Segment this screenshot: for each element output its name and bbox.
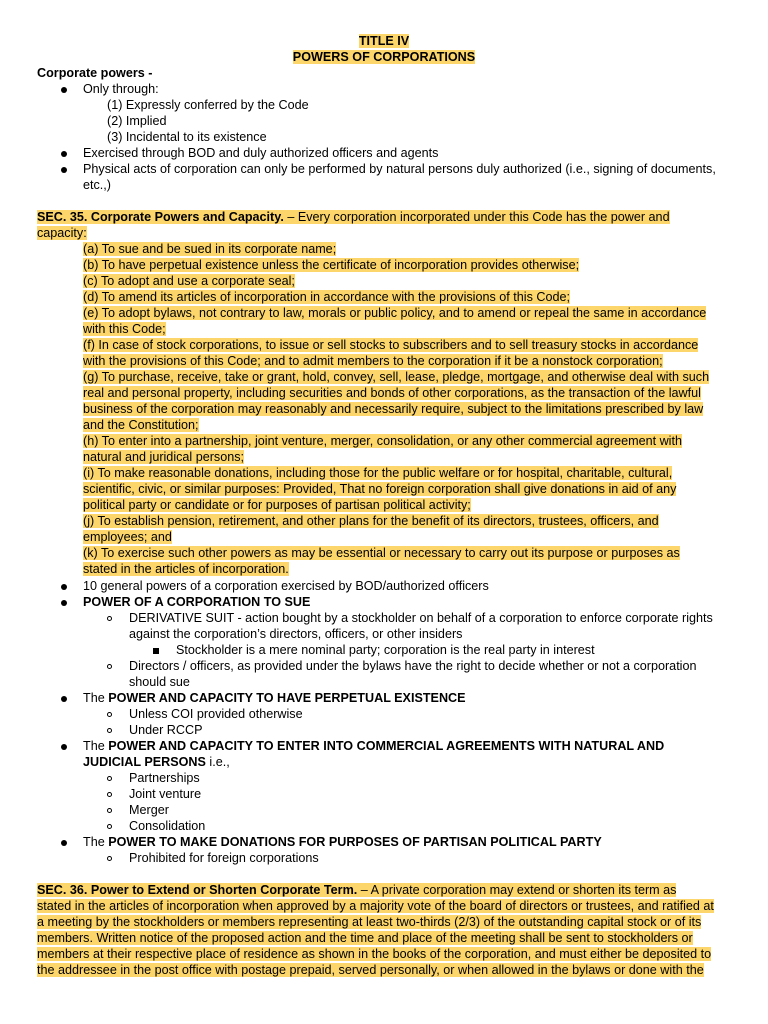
sec35-clause-line: political party or candidate or for purposes of partisan political activity; [83, 498, 471, 512]
sec36-heading: SEC. 36. Power to Extend or Shorten Corporate Term. [37, 883, 358, 897]
list-item: Unless COI provided otherwise [129, 707, 303, 721]
circle-bullet [107, 792, 112, 797]
sec36-body-line: stated in the articles of incorporation when approved by a majority vote of the board of directors or trustees, and ratified at [37, 899, 714, 913]
donations-item: The POWER TO MAKE DONATIONS FOR PURPOSES OF PARTISAN POLITICAL PARTY [83, 835, 602, 849]
sec35-clause-line: natural and juridical persons; [83, 450, 245, 464]
commercial-item-line-1: The POWER AND CAPACITY TO ENTER INTO COMMERCIAL AGREEMENTS WITH NATURAL AND [83, 739, 665, 753]
sec35-clause-line: (k) To exercise such other powers as may be essential or necessary to carry out its purpose or purposes as [83, 546, 680, 560]
circle-bullet [107, 728, 112, 733]
sec35-clause-line: (f) In case of stock corporations, to issue or sell stocks to subscribers and to sell treasury stocks in accordance [83, 338, 699, 352]
bullet [61, 584, 67, 590]
donations-sub: Prohibited for foreign corporations [129, 851, 319, 865]
title-line-1: TITLE IV [358, 34, 410, 48]
bullet [61, 744, 67, 750]
sec35-intro-line-2: capacity: [37, 226, 87, 240]
list-item: (1) Expressly conferred by the Code [107, 98, 309, 112]
sec35-clause-line: (c) To adopt and use a corporate seal; [83, 274, 295, 288]
sec35-heading: SEC. 35. Corporate Powers and Capacity. [37, 210, 284, 224]
square-bullet [153, 648, 159, 654]
physical-acts-line-1: Physical acts of corporation can only be performed by natural persons duly authorized (i.e., signing of documents, [83, 162, 716, 176]
sec35-clause-line: employees; and [83, 530, 172, 544]
sec35-clause-line: (h) To enter into a partnership, joint venture, merger, consolidation, or any other commercial agreement with [83, 434, 682, 448]
sec36-body-line: members at their respective place of residence as shown in the books of the corporation, and must either be deposited to [37, 947, 712, 961]
circle-bullet [107, 776, 112, 781]
bullet [61, 696, 67, 702]
ten-general-powers: 10 general powers of a corporation exercised by BOD/authorized officers [83, 579, 489, 593]
sec35-clause-line: (e) To adopt bylaws, not contrary to law, morals or public policy, and to amend or repeal the same in accordance [83, 306, 707, 320]
sec35-clause-line: (g) To purchase, receive, take or grant, hold, convey, sell, lease, pledge, mortgage, and otherwise deal with such [83, 370, 710, 384]
sec35-clause-line: with the provisions of this Code; and to admit members to the corporation if it be a nonstock corporation; [83, 354, 663, 368]
sec35-clause-line: (i) To make reasonable donations, including those for the public welfare or for hospital, charitable, cultural, [83, 466, 673, 480]
sec35-clause-line: with this Code; [83, 322, 166, 336]
bullet [61, 840, 67, 846]
bullet [61, 151, 67, 157]
list-item: Joint venture [129, 787, 202, 801]
list-item: (2) Implied [107, 114, 167, 128]
sec35-clause-line: (a) To sue and be sued in its corporate name; [83, 242, 337, 256]
donations-heading: POWER TO MAKE DONATIONS FOR PURPOSES OF PARTISAN POLITICAL PARTY [108, 835, 602, 849]
circle-bullet [107, 616, 112, 621]
sec35-clause-line: business of the corporation may reasonably and necessarily require, subject to the limitations prescribed by law [83, 402, 704, 416]
bullet [61, 600, 67, 606]
sec36-body-line: the addressee in the post office with postage prepaid, served personally, or when allowed in the bylaws or done with the [37, 963, 704, 977]
perpetual-heading: POWER AND CAPACITY TO HAVE PERPETUAL EXISTENCE [108, 691, 466, 705]
commercial-item-line-2: JUDICIAL PERSONS i.e., [83, 755, 230, 769]
directors-line-2: should sue [129, 675, 190, 689]
circle-bullet [107, 824, 112, 829]
list-item: (3) Incidental to its existence [107, 130, 267, 144]
sec36-body-line: a meeting by the stockholders or members representing at least two-thirds (2/3) of the outstanding capital stock or of its [37, 915, 702, 929]
sec36-line-1: SEC. 36. Power to Extend or Shorten Corporate Term. – A private corporation may extend or shorten its term as [37, 883, 677, 897]
directors-line-1: Directors / officers, as provided under the bylaws have the right to decide whether or not a corporation [129, 659, 697, 673]
derivative-line-1: DERIVATIVE SUIT - action bought by a stockholder on behalf of a corporation to enforce corporate rights [129, 611, 713, 625]
sec35-clause-line: and the Constitution; [83, 418, 199, 432]
title-line-2: POWERS OF CORPORATIONS [292, 50, 476, 64]
corporate-powers-heading: Corporate powers - [37, 66, 153, 80]
sec35-clause-line: real and personal property, including securities and bonds of other corporations, as the transaction of the lawful [83, 386, 701, 400]
sec36-body-line: members. Written notice of the proposed action and the time and place of the meeting shall be sent to stockholders or [37, 931, 693, 945]
only-through: Only through: [83, 82, 159, 96]
circle-bullet [107, 712, 112, 717]
stockholder-note: Stockholder is a mere nominal party; corporation is the real party in interest [176, 643, 595, 657]
list-item: Partnerships [129, 771, 200, 785]
physical-acts-line-2: etc.,) [83, 178, 111, 192]
circle-bullet [107, 856, 112, 861]
circle-bullet [107, 664, 112, 669]
list-item: Under RCCP [129, 723, 203, 737]
sec35-clause-line: stated in the articles of incorporation. [83, 562, 289, 576]
sec35-clause-line: scientific, civic, or similar purposes: Provided, That no foreign corporation shall give donations in aid of any [83, 482, 677, 496]
sue-heading: POWER OF A CORPORATION TO SUE [83, 595, 311, 609]
sec35-clause-line: (b) To have perpetual existence unless the certificate of incorporation provides otherwise; [83, 258, 580, 272]
bullet [61, 87, 67, 93]
perpetual-item: The POWER AND CAPACITY TO HAVE PERPETUAL EXISTENCE [83, 691, 466, 705]
bod-text: Exercised through BOD and duly authorized officers and agents [83, 146, 439, 160]
sec35-clause-line: (j) To establish pension, retirement, and other plans for the benefit of its directors, trustees, officers, and [83, 514, 659, 528]
sec35-intro-line-1: SEC. 35. Corporate Powers and Capacity. – Every corporation incorporated under this Code has the power and [37, 210, 670, 224]
list-item: Consolidation [129, 819, 206, 833]
bullet [61, 167, 67, 173]
list-item: Merger [129, 803, 169, 817]
circle-bullet [107, 808, 112, 813]
derivative-line-2: against the corporation’s directors, officers, or other insiders [129, 627, 463, 641]
sec35-clause-line: (d) To amend its articles of incorporation in accordance with the provisions of this Code; [83, 290, 570, 304]
